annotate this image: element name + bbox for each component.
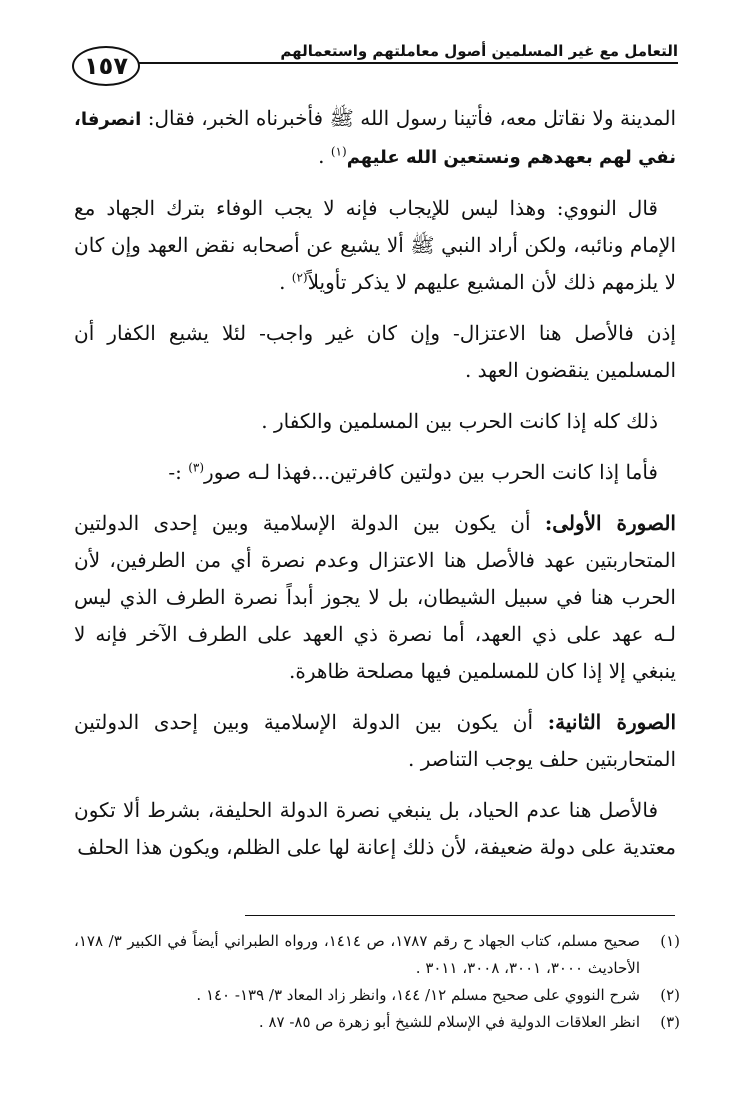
footnotes	[74, 928, 680, 1036]
paragraph	[74, 100, 676, 176]
footnote-separator	[245, 915, 675, 916]
paragraph-end: .	[318, 144, 331, 168]
paragraph	[74, 454, 676, 491]
running-title: التعامل مع غير المسلمين أصول معاملتهم واستعمالهم	[280, 42, 678, 60]
paragraph-text: إذن فالأصل هنا الاعتزال- وإن كان غير واجب- لئلا يشيع الكفار أن المسلمين ينقضون العهد .	[74, 321, 676, 382]
footnote-text: صحيح مسلم، كتاب الجهاد ح رقم ١٧٨٧، ص ١٤١٤، ورواه الطبراني أيضاً في الكبير ٣/ ١٧٨، الأحاديث ٣٠٠٠، ٣٠٠١، ٣٠٠٨، ٣٠١١ .	[74, 932, 641, 977]
paragraph-text: أن يكون بين الدولة الإسلامية وبين إحدى الدولتين المتحاربتين حلف يوجب التناصر .	[74, 710, 676, 771]
hadith-quote: انصرفا، نفي لهم بعهدهم ونستعين الله عليهم	[74, 109, 676, 168]
section-lead: الصورة الأولى:	[544, 511, 676, 535]
paragraph-end: :-	[168, 460, 189, 484]
body-text	[74, 100, 676, 900]
paragraph	[74, 704, 676, 778]
footnote-number: (٢)	[660, 986, 680, 1004]
footnote	[74, 1009, 680, 1036]
page-number: ١٥٧	[72, 46, 140, 86]
footnote-ref: (٢)	[291, 270, 308, 285]
footnote	[74, 928, 680, 982]
paragraph-end: .	[279, 270, 292, 294]
page-header	[72, 38, 678, 98]
paragraph-text: ذلك كله إذا كانت الحرب بين المسلمين والكفار .	[261, 409, 658, 433]
footnote-text: انظر العلاقات الدولية في الإسلام للشيخ أبو زهرة ص ٨٥- ٨٧ .	[258, 1013, 640, 1031]
footnote-number: (١)	[660, 932, 680, 950]
paragraph	[74, 505, 676, 690]
paragraph-text: فأما إذا كانت الحرب بين دولتين كافرتين...فهذا لـه صور	[204, 460, 658, 484]
header-rule	[132, 62, 678, 64]
footnote-number: (٣)	[660, 1013, 680, 1031]
section-lead: الصورة الثانية:	[547, 710, 676, 734]
paragraph-text: قال النووي: وهذا ليس للإيجاب فإنه لا يجب الوفاء بترك الجهاد مع الإمام ونائبه، ولكن أراد النبي ﷺ ألا يشيع عن أصحابه نقض العهد وإن كان لا يلزمهم ذلك لأن المشيع عليهم لا يذكر تأويلاً	[74, 196, 676, 294]
paragraph-text: المدينة ولا نقاتل معه، فأتينا رسول الله ﷺ فأخبرناه الخبر، فقال:	[147, 106, 676, 130]
footnote-ref: (٣)	[188, 460, 205, 475]
paragraph	[74, 190, 676, 301]
paragraph-text: أن يكون بين الدولة الإسلامية وبين إحدى الدولتين المتحاربتين عهد فالأصل هنا الاعتزال وعدم نصرة أي من الطرفين، لأن الحرب هنا في سبيل الشيطان، بل لا يجوز أبداً نصرة الطرف الذي ليس لـه عهد على ذي العهد، أما نصرة ذي العهد على الطرف الآخر فإنه لا ينبغي إلا إذا كان للمسلمين فيها مصلحة ظاهرة.	[74, 511, 676, 683]
footnote	[74, 982, 680, 1009]
paragraph	[74, 403, 676, 440]
paragraph-text: فالأصل هنا عدم الحياد، بل ينبغي نصرة الدولة الحليفة، بشرط ألا تكون معتدية على دولة ضعيفة، لأن ذلك إعانة لها على الظلم، ويكون هذا الحلف	[74, 798, 676, 859]
paragraph	[74, 792, 676, 866]
footnote-ref: (١)	[330, 144, 347, 159]
footnote-text: شرح النووي على صحيح مسلم ١٢/ ١٤٤، وانظر زاد المعاد ٣/ ١٣٩- ١٤٠ .	[196, 986, 640, 1004]
paragraph	[74, 315, 676, 389]
